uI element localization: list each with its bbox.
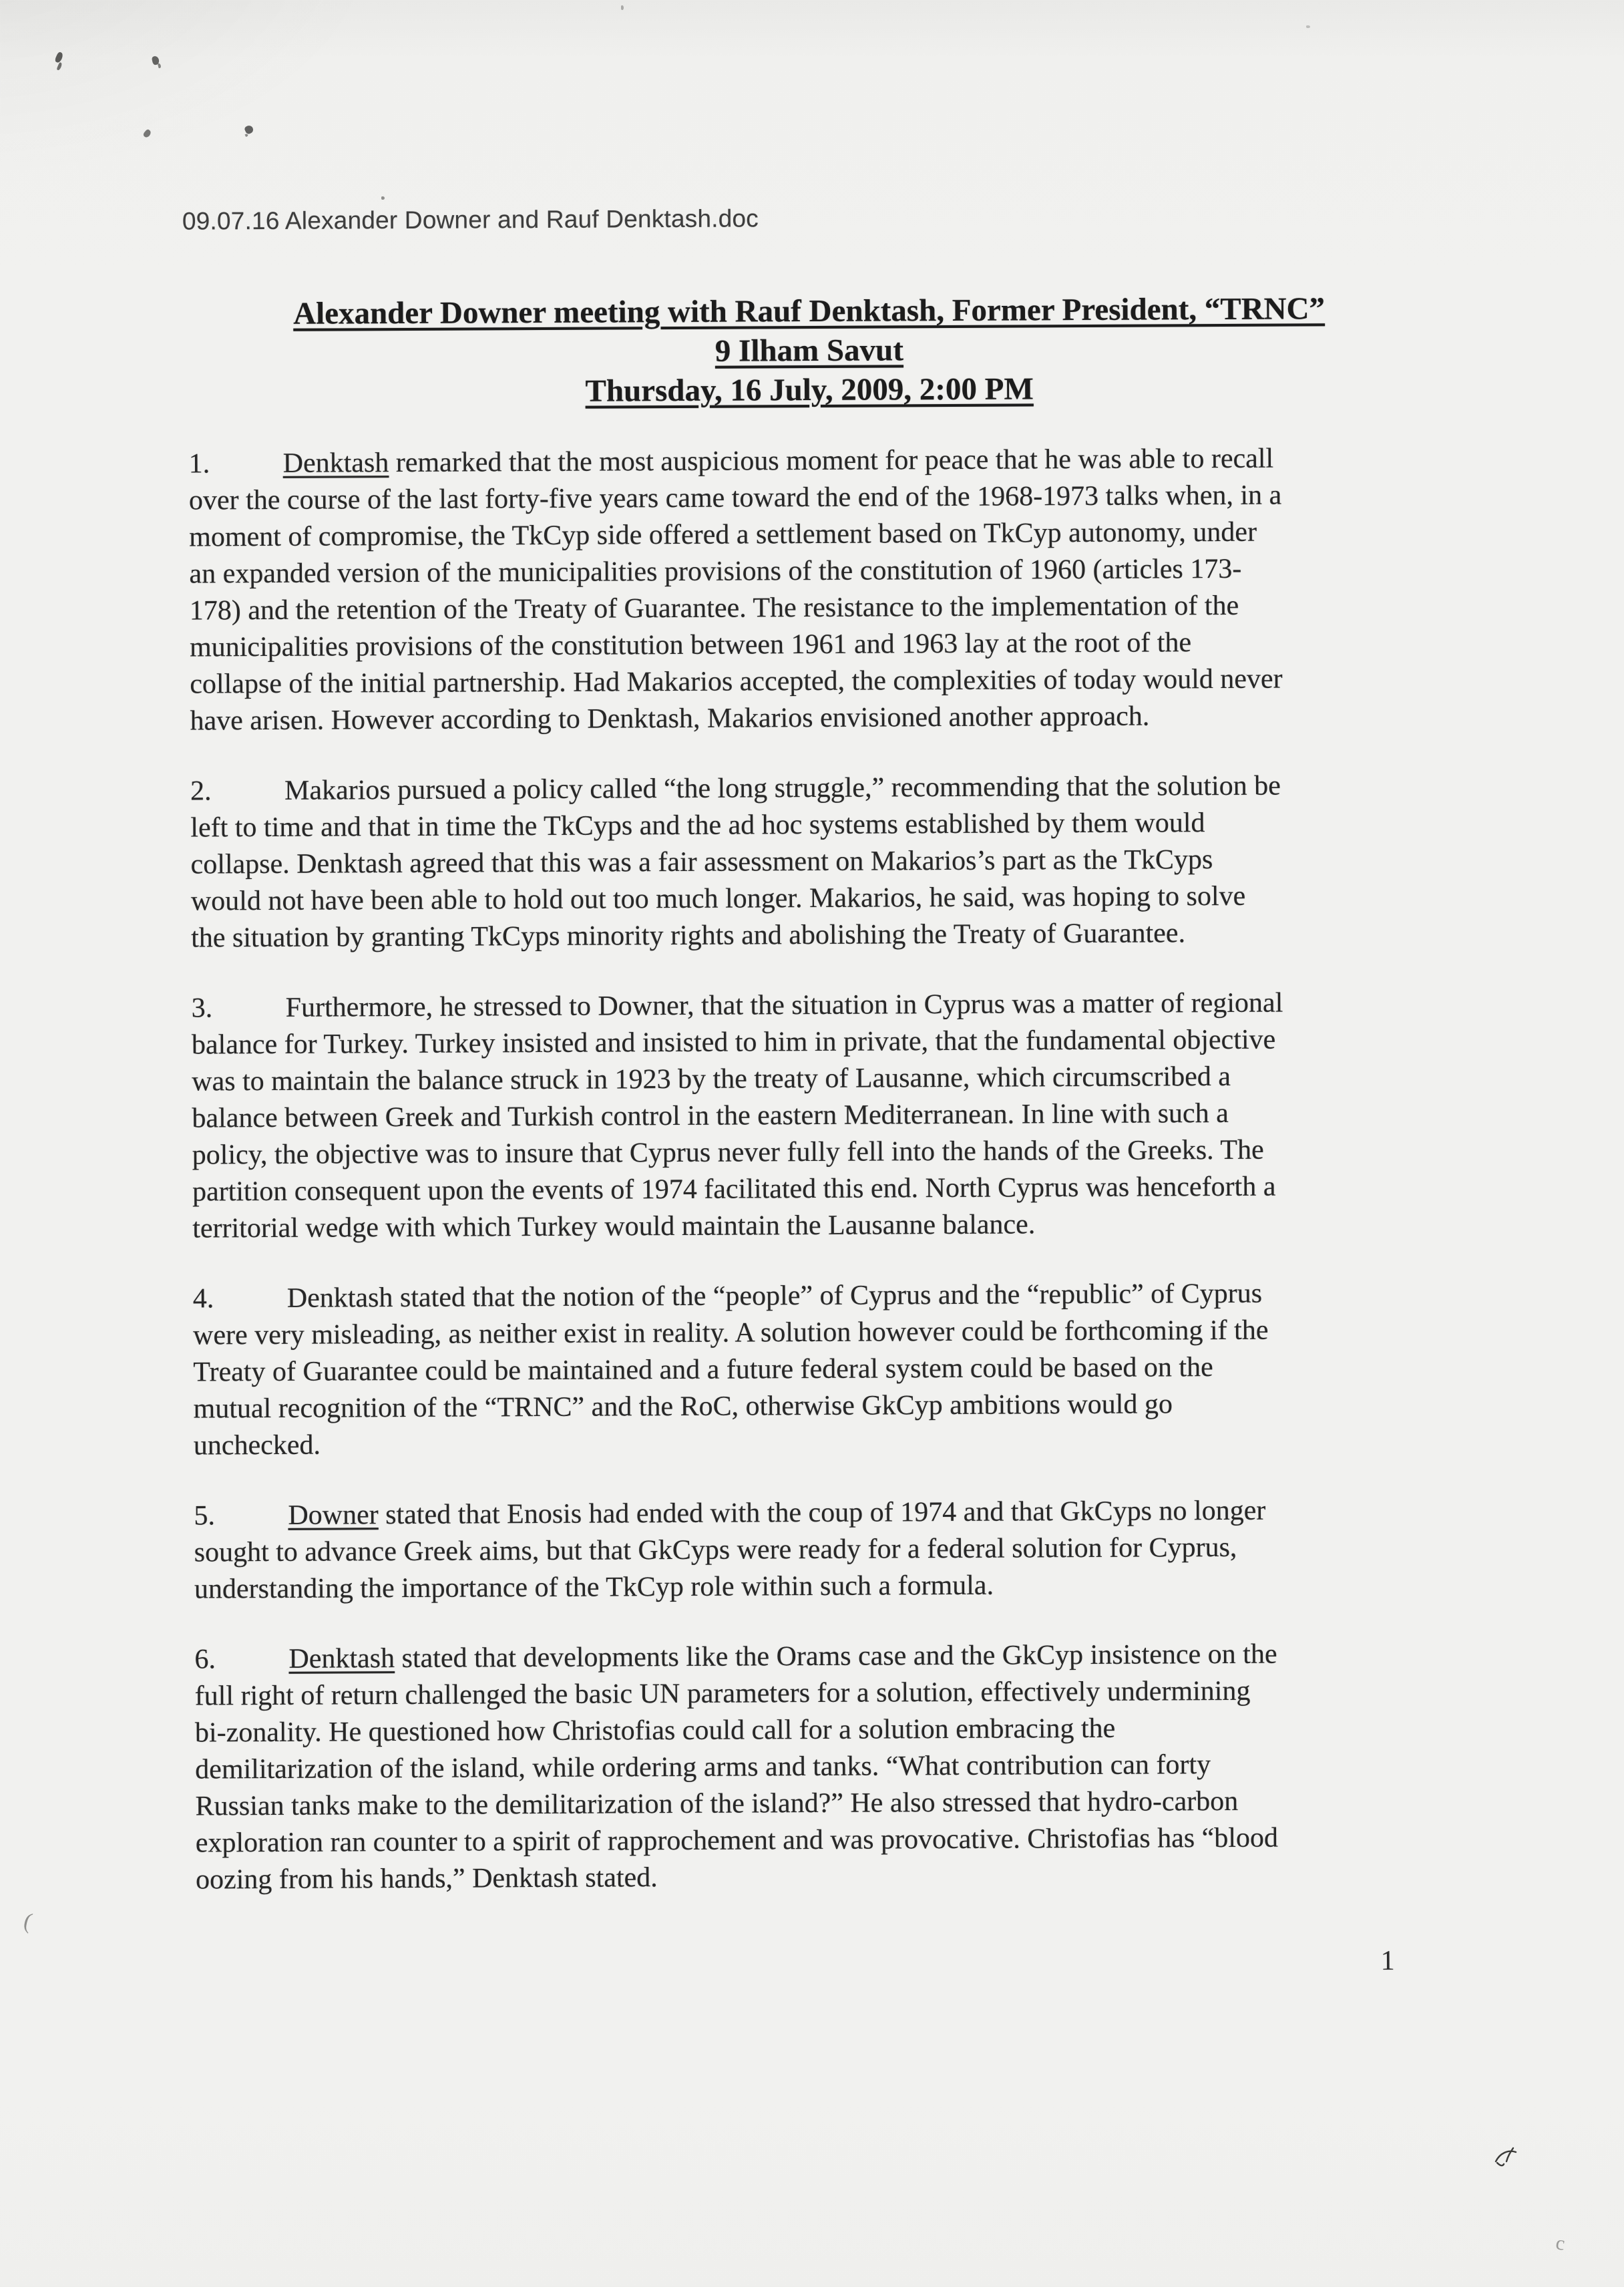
paragraph-line: balance between Greek and Turkish control in the eastern Mediterranean. In line with such a (192, 1097, 1229, 1134)
document-body (189, 439, 1505, 1932)
paragraph-6 (194, 1635, 1504, 1899)
paragraph-first-line (192, 984, 1500, 1027)
paragraph-first-line (190, 767, 1499, 810)
paragraph-lead: Furthermore, (285, 991, 433, 1023)
paragraph-line: left to time and that in time the TkCyps and the ad hoc systems established by them would (190, 808, 1205, 844)
paragraph-line: Treaty of Guarantee could be maintained and a future federal system could be based on the (193, 1352, 1213, 1388)
paragraph-line: demilitarization of the island, while ordering arms and tanks. “What contribution can forty (195, 1749, 1211, 1785)
paragraph-line: 178) and the retention of the Treaty of Guarantee. The resistance to the implementation of the (189, 590, 1239, 627)
paragraph-line: full right of return challenged the basic UN parameters for a solution, effectively undermining (194, 1675, 1251, 1712)
paragraph-lead: Denktash (288, 1643, 395, 1675)
paragraph-line: over the course of the last forty-five years came toward the end of the 1968-1973 talks when, in a (188, 480, 1282, 516)
paragraph-line: bi-zonality. He questioned how Christofias could call for a solution embracing the (194, 1713, 1116, 1749)
paragraph-line: municipalities provisions of the constitution between 1961 and 1963 lay at the root of the (189, 627, 1192, 663)
paragraph-number: 1. (188, 448, 210, 480)
paragraph-number: 3. (191, 993, 213, 1024)
paragraph-text: he stressed to Downer, that the situation in Cyprus was a matter of regional (433, 987, 1283, 1023)
paragraph-line: collapse. Denktash agreed that this was a fair assessment on Makarios’s part as the TkCyps (190, 844, 1213, 880)
document-title (0, 288, 1621, 414)
paragraph-lead: Denktash (286, 1282, 393, 1314)
paragraph-line: oozing from his hands,” Denktash stated. (195, 1862, 658, 1896)
paragraph-text: remarked that the most auspicious moment for peace that he was able to recall (389, 443, 1274, 479)
paragraph-number: 4. (192, 1283, 214, 1314)
paragraph-line: unchecked. (193, 1429, 321, 1461)
paragraph-lead: Denktash (282, 448, 389, 479)
paragraph-line: sought to advance Greek aims, but that GkCyps were ready for a federal solution for Cyprus, (194, 1532, 1237, 1568)
paragraph-text: pursued a policy called “the long struggle,” recommending that the solution be (390, 770, 1281, 806)
paragraph-lead: Makarios (284, 775, 391, 806)
paragraph-3 (192, 984, 1502, 1248)
paragraph-line: policy, the objective was to insure that Cyprus never fully fell into the hands of the Greeks. The (192, 1134, 1264, 1171)
scan-artifact-pen-mark: c (1554, 2232, 1567, 2255)
paragraph-line: the situation by granting TkCyps minority rights and abolishing the Treaty of Guarantee. (191, 918, 1186, 954)
paragraph-line: have arisen. However according to Denktash, Makarios envisioned another approach. (190, 701, 1150, 737)
paragraph-line: moment of compromise, the TkCyp side offered a settlement based on TkCyp autonomy, under (189, 516, 1257, 553)
scan-artifact-pen-mark: ( (21, 1908, 35, 1934)
paragraph-line: collapse of the initial partnership. Had Makarios accepted, the complexities of today would never (190, 663, 1283, 700)
paragraph-line: understanding the importance of the TkCyp role within such a formula. (194, 1570, 994, 1605)
paragraph-line: an expanded version of the municipalities provisions of the constitution of 1960 (articles 173- (189, 553, 1242, 590)
paragraph-number: 6. (194, 1644, 216, 1675)
paragraph-first-line (194, 1491, 1502, 1535)
paragraph-number: 2. (190, 775, 212, 807)
paragraph-first-line (193, 1274, 1502, 1318)
title-line-2: 9 Ilham Savut (715, 333, 904, 369)
paragraph-line: mutual recognition of the “TRNC” and the RoC, otherwise GkCyp ambitions would go (193, 1389, 1173, 1425)
page-number: 1 (1380, 1945, 1395, 1976)
title-line-3: Thursday, 16 July, 2009, 2:00 PM (585, 371, 1034, 409)
paragraph-lead: Downer (288, 1500, 379, 1531)
paragraph-first-line (194, 1635, 1503, 1679)
paragraph-line: partition consequent upon the events of 1974 facilitated this end. North Cyprus was henceforth a (192, 1171, 1276, 1208)
paragraph-text: stated that developments like the Orams case and the GkCyp insistence on the (394, 1638, 1277, 1675)
paragraph-line: would not have been able to hold out too much longer. Makarios, he said, was hoping to solve (190, 880, 1246, 917)
paragraph-text: stated that the notion of the “people” of Cyprus and the “republic” of Cyprus (393, 1278, 1263, 1314)
paragraph-2 (190, 767, 1500, 957)
paragraph-text: stated that Enosis had ended with the coup of 1974 and that GkCyps no longer (378, 1495, 1266, 1531)
paragraph-line: exploration ran counter to a spirit of rapprochement and was provocative. Christofias has “blood (195, 1822, 1279, 1859)
paragraph-line: were very misleading, as neither exist in reality. A solution however could be forthcoming if the (192, 1314, 1269, 1351)
paragraph-line: territorial wedge with which Turkey would maintain the Lausanne balance. (192, 1209, 1036, 1244)
paragraph-line: balance for Turkey. Turkey insisted and insisted to him in private, that the fundamental objective (191, 1024, 1276, 1061)
paragraph-5 (194, 1491, 1503, 1608)
paragraph-line: was to maintain the balance struck in 1923 by the treaty of Lausanne, which circumscribed a (192, 1061, 1231, 1097)
paragraph-1 (189, 439, 1499, 740)
paragraph-first-line (189, 439, 1498, 483)
title-line-1: Alexander Downer meeting with Rauf Denktash, Former President, “TRNC” (293, 291, 1326, 331)
filename-header: 09.07.16 Alexander Downer and Rauf Denktash.doc (182, 204, 759, 235)
paragraph-line: Russian tanks make to the demilitarization of the island?” He also stressed that hydro-carbon (195, 1785, 1239, 1822)
paragraph-4 (193, 1274, 1502, 1465)
paragraph-number: 5. (194, 1500, 215, 1532)
